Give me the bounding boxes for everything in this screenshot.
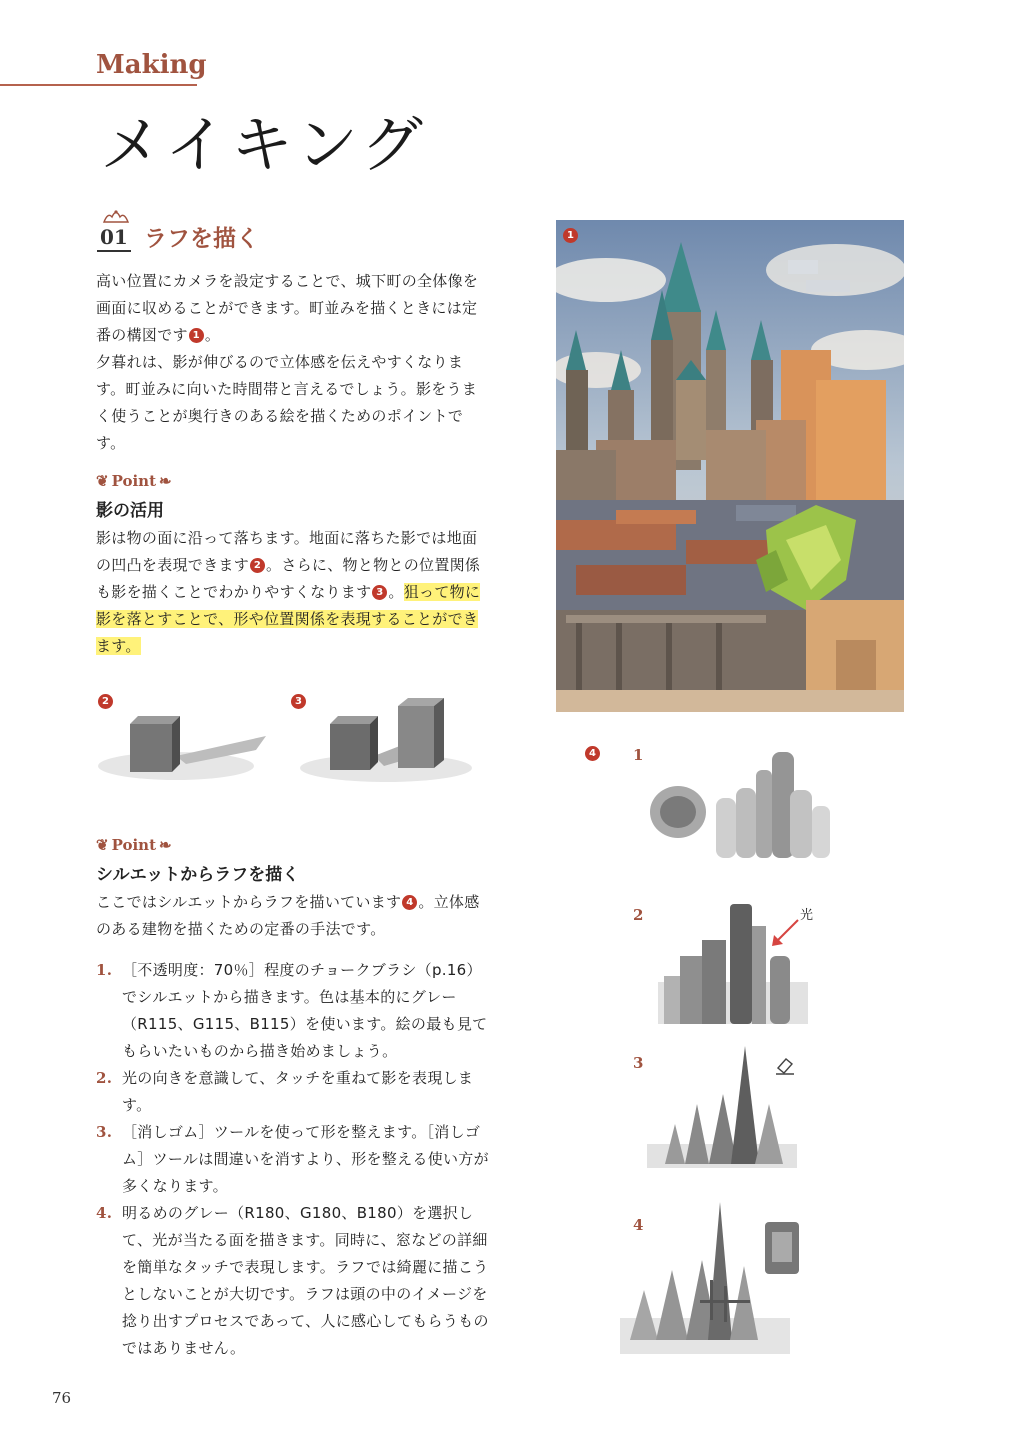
figure-2-cube-shadow xyxy=(96,704,268,786)
substep-4-silhouette xyxy=(620,1200,816,1356)
light-direction-arrow-icon xyxy=(770,918,800,948)
intro-text xyxy=(96,268,488,457)
flourish-left-icon: ❦ xyxy=(96,836,109,854)
category-rule xyxy=(0,84,197,86)
substep-1-number: 1 xyxy=(633,746,644,764)
figure-2-marker: 2 xyxy=(98,694,113,709)
point-body-2: ここではシルエットからラフを描いています 4 。立体感のある建物を描くための定番の手法です。 xyxy=(96,893,480,938)
substep-1-silhouette xyxy=(640,750,840,870)
figure-1-castle-painting xyxy=(556,220,904,712)
page-number: 76 xyxy=(52,1389,72,1407)
figure-ref-2: 2 xyxy=(250,558,265,573)
step-item: 4. 明るめのグレー（R180、G180、B180）を選択して、光が当たる面を描きます。同時に、窓などの詳細を簡単なタッチで表現します。ラフでは綺麗に描こうとしないことが大切です。ラフは頭の中のイメージを捻り出すプロセスであって、人に感心してもらうものではありません。 xyxy=(96,1204,489,1357)
section-number: 01 xyxy=(97,225,131,252)
point-body: 影は物の面に沿って落ちます。地面に落ちた影では地面の凹凸を表現できます 2 。さらに、物と物との位置関係も影を描くことでわかりやすくなります 3 。狙って物に影を落とすことで、形や位置関係を表現することができます。 xyxy=(96,529,481,655)
step-item: 3. ［消しゴム］ツールを使って形を整えます。［消しゴム］ツールは間違いを消すより、形を整える使い方が多くなります。 xyxy=(96,1123,489,1195)
figure-ref-1: 1 xyxy=(189,328,204,343)
substep-2-silhouette xyxy=(650,896,810,1028)
section-title: ラフを描く xyxy=(144,226,259,252)
substep-3-silhouette xyxy=(645,1044,805,1172)
intro-p1: 高い位置にカメラを設定することで、城下町の全体像を画面に収めることができます。町並みを描くときには定番の構図です xyxy=(96,272,479,344)
figure-ref-3: 3 xyxy=(372,585,387,600)
flourish-left-icon: ❦ xyxy=(96,472,109,490)
light-label: 光 xyxy=(800,908,814,923)
figure-1-marker: 1 xyxy=(563,228,578,243)
figure-4-marker: 4 xyxy=(585,746,600,761)
point-title: 影の活用 xyxy=(96,501,164,521)
intro-p2: 夕暮れは、影が伸びるので立体感を伝えやすくなります。町並みに向いた時間帯と言えるでしょう。影をうまく使うことが奥行きのある絵を描くためのポイントです。 xyxy=(96,353,478,452)
step-item: 1. ［不透明度：70％］程度のチョークブラシ（p.16）でシルエットから描きます。色は基本的にグレー（R115、G115、B115）を使います。絵の最も見てもらいたいものから描き始めましょう。 xyxy=(96,961,488,1060)
point-badge: ❦ Point ❧ xyxy=(96,472,172,490)
intro-p1-end: 。 xyxy=(204,326,221,344)
substep-3-number: 3 xyxy=(633,1054,644,1072)
flourish-right-icon: ❧ xyxy=(159,472,172,490)
point-title-2: シルエットからラフを描く xyxy=(96,865,300,885)
step-item: 2. 光の向きを意識して、タッチを重ねて影を表現します。 xyxy=(96,1069,474,1114)
steps-list xyxy=(96,957,496,1362)
page-title: メイキング xyxy=(100,108,427,181)
figure-3-cubes-shadow xyxy=(298,696,478,788)
crown-ornament-icon xyxy=(102,208,130,224)
highlighted-text: 狙って物に影を落とすことで、形や位置関係を表現することができます。 xyxy=(96,583,481,655)
figure-3-marker: 3 xyxy=(291,694,306,709)
category-label: Making xyxy=(96,50,207,80)
point-badge-2: ❦ Point ❧ xyxy=(96,836,172,854)
substep-4-number: 4 xyxy=(633,1216,644,1234)
flourish-right-icon: ❧ xyxy=(159,836,172,854)
substep-2-number: 2 xyxy=(633,906,644,924)
figure-ref-4: 4 xyxy=(402,895,417,910)
